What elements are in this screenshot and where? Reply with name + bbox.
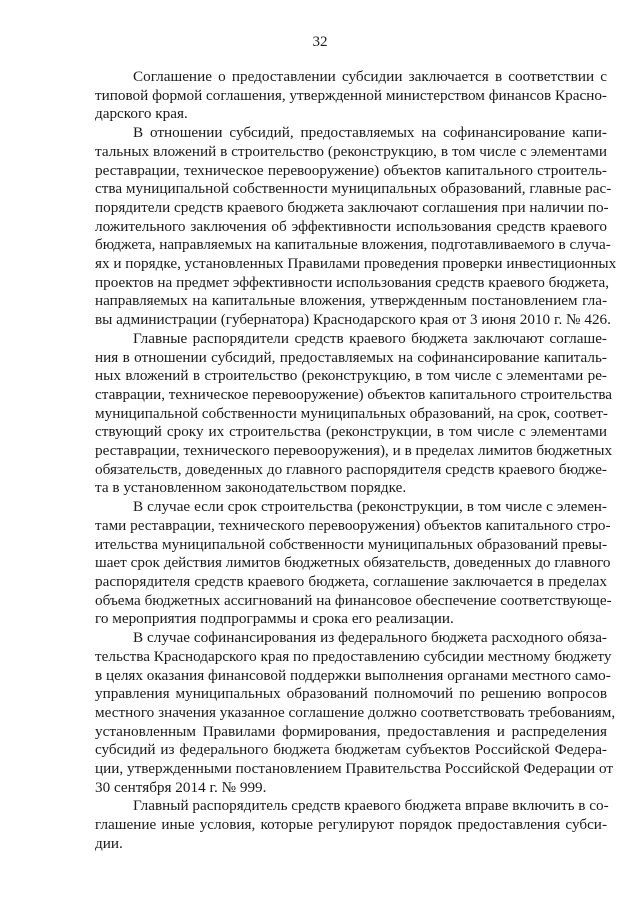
text-line: В случае если срок строительства (реконструкции, в том числе с элемен- <box>133 498 607 516</box>
paragraph <box>95 68 607 124</box>
page-number: 32 <box>312 34 328 50</box>
text-line: в целях оказания финансовой поддержки выполнения органами местного само- <box>95 666 611 684</box>
text-line: тами реставрации, технического перевооружения) объектов капитального стро- <box>95 516 611 534</box>
text-line: дарского края. <box>95 105 188 123</box>
text-line: местного значения указанное соглашение должно соответствовать требованиям, <box>95 703 616 721</box>
text-line: объема бюджетных ассигнований на финансовое обеспечение соответствующе- <box>95 591 612 609</box>
text-line: порядители средств краевого бюджета заключают соглашения при наличии по- <box>95 198 609 216</box>
text-line: распорядителя средств краевого бюджета, соглашение заключается в пределах <box>95 572 607 590</box>
text-line: В случае софинансирования из федерального бюджета расходного обяза- <box>133 629 607 647</box>
text-line: ставрации, техническое перевооружение) объектов капитального строительства <box>95 385 613 403</box>
text-line: дии. <box>95 834 123 852</box>
text-line: ительства муниципальной собственности муниципальных образований превы- <box>95 535 607 553</box>
text-line: ния в отношении субсидий, предоставляемых на софинансирование капиталь- <box>95 348 607 366</box>
text-line: направляемых на капитальные вложения, утвержденным постановлением гла- <box>95 292 607 310</box>
text-line: Соглашение о предоставлении субсидии заключается в соответствии с <box>133 68 607 85</box>
text-line: ствующий сроку их строительства (реконструкции, в том числе с элементами <box>95 423 607 441</box>
text-line: тельства Краснодарского края по предоставлению субсидии местному бюджету <box>95 647 612 665</box>
text-line: обязательств, доведенных до главного распорядителя средств краевого бюдже- <box>95 460 607 478</box>
document-body <box>95 68 617 854</box>
text-line: ции, утвержденными постановлением Правительства Российской Федерации от <box>95 760 613 778</box>
text-line: ства муниципальной собственности муниципальных образований, главные рас- <box>95 180 612 198</box>
paragraph <box>95 329 613 498</box>
text-line: 30 сентября 2014 г. № 999. <box>95 778 267 796</box>
text-line: Главные распорядители средств краевого бюджета заключают соглаше- <box>133 329 607 347</box>
text-line: Главный распорядитель средств краевого бюджета вправе включить в со- <box>133 797 609 815</box>
text-line: ложительного заключения об эффективности использования средств краевого <box>95 217 607 235</box>
text-line: вы администрации (губернатора) Краснодарского края от 3 июня 2010 г. № 426. <box>95 311 611 329</box>
text-line: бюджета, направляемых на капитальные вложения, подготавливаемого в случа- <box>95 236 611 254</box>
text-line: глашение иные условия, которые регулируют порядок предоставления субси- <box>95 816 607 834</box>
paragraph <box>95 124 617 330</box>
text-line: шает срок действия лимитов бюджетных обязательств, доведенных до главного <box>95 554 611 572</box>
text-line: субсидий из федерального бюджета бюджетам субъектов Российской Федера- <box>95 741 607 759</box>
text-line: реставрации, техническое перевооружение) объектов капитального строитель- <box>95 161 607 179</box>
text-line: проектов на предмет эффективности использования средств краевого бюджета, <box>95 273 610 291</box>
text-line: та в установленном законодательством порядке. <box>95 479 407 497</box>
text-line: установленным Правилами формирования, предоставления и распределения <box>95 722 607 740</box>
paragraph <box>95 797 607 853</box>
text-line: ных вложений в строительство (реконструкцию, в том числе с элементами ре- <box>95 367 607 385</box>
text-line: управления муниципальных образований полномочий по решению вопросов <box>95 685 607 703</box>
text-line: В отношении субсидий, предоставляемых на софинансирование капи- <box>133 124 607 142</box>
text-line: типовой формой соглашения, утвержденной министерством финансов Красно- <box>95 86 607 104</box>
text-line: муниципальной собственности муниципальных образований, на срок, соответ- <box>95 404 608 422</box>
text-line: ях и порядке, установленных Правилами проведения проверки инвестиционных <box>95 255 617 273</box>
paragraph <box>95 498 612 629</box>
text-line: го мероприятия подпрограммы и срока его реализации. <box>95 610 454 628</box>
text-line: тальных вложений в строительство (реконструкцию, в том числе с элементами <box>95 142 607 160</box>
paragraph <box>95 629 616 797</box>
text-line: реставрации, технического перевооружения), и в пределах лимитов бюджетных <box>95 442 613 460</box>
